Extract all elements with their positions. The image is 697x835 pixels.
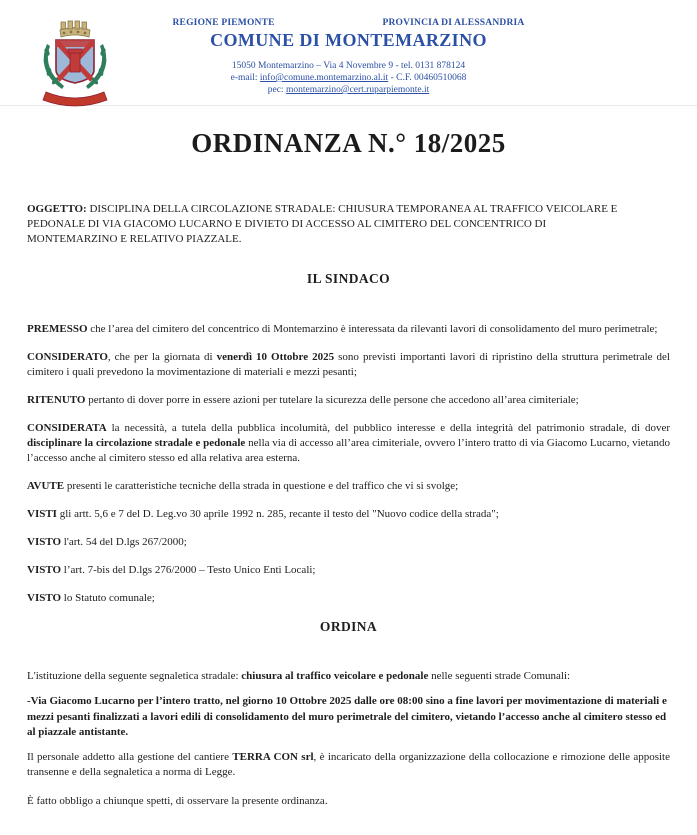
- para-considerata: CONSIDERATA la necessità, a tutela della pubblica incolumità, del pubblico interesse e della integrità del patrimonio stradale, di dover disciplinare la circolazione stradale e pedonale nella via di accesso all’area cimiteriale, ovvero l’intero tratto di via Giacomo Lucarno, vietando l’accesso anche al cimitero stesso ed alla relativa area esterna.: [27, 422, 671, 464]
- para-obbligo: È fatto obbligo a chiunque spetti, di osservare la presente ordinanza.: [27, 794, 328, 807]
- para-ritenuto: RITENUTO pertanto di dover porre in essere azioni per tutelare la sicurezza delle persone che accedono all’area cimiteriale;: [27, 394, 579, 406]
- pec-line: [159, 84, 539, 96]
- para-personale-cantiere: Il personale addetto alla gestione del cantiere TERRA CON srl, è incaricato della organizzazione della collocazione e rimozione delle apposite transenne e della segnaletica a norma di Legge.: [27, 750, 670, 778]
- fiscal-code: - C.F. 00460510068: [388, 73, 467, 83]
- document-body: [0, 202, 697, 809]
- province-label: PROVINCIA DI ALESSANDRIA: [382, 18, 525, 28]
- address-line: 15050 Montemarzino – Via 4 Novembre 9 - tel. 0131 878124: [231, 61, 466, 71]
- para-visto-statuto: VISTO lo Statuto comunale;: [27, 592, 155, 604]
- para-visti: VISTI gli artt. 5,6 e 7 del D. Leg.vo 30 aprile 1992 n. 285, recante il testo del "Nuovo codice della strada";: [27, 508, 499, 520]
- subject-paragraph: OGGETTO: DISCIPLINA DELLA CIRCOLAZIONE STRADALE: CHIUSURA TEMPORANEA AL TRAFFICO VEICOLARE E PEDONALE DI VIA GIACOMO LUCARNO E DIVIETO DI ACCESSO AL CIMITERO DEL CONCENTRICO DI MONTEMARZINO E RELATIVO PIAZZALE.: [27, 203, 618, 245]
- letterhead: [0, 0, 697, 104]
- para-avute: AVUTE presenti le caratteristiche tecniche della strada in questione e del traffico che vi si svolge;: [27, 480, 459, 492]
- para-visto-7bis: VISTO l’art. 7-bis del D.lgs 276/2000 – Testo Unico Enti Locali;: [27, 564, 316, 576]
- email-line: [159, 72, 539, 84]
- crest-ribbon: [43, 92, 107, 106]
- email-label: e-mail:: [230, 73, 260, 83]
- municipality-name: COMUNE DI MONTEMARZINO: [210, 30, 487, 50]
- region-label: REGIONE PIEMONTE: [172, 18, 275, 28]
- pec-label: pec:: [267, 85, 286, 95]
- contact-block: [159, 60, 539, 96]
- municipal-coat-of-arms-icon: [38, 16, 112, 110]
- pec-link[interactable]: montemarzino@cert.ruparpiemonte.it: [285, 85, 430, 95]
- para-visto-54: VISTO l'art. 54 del D.lgs 267/2000;: [27, 536, 187, 548]
- crest-shield: [56, 40, 94, 83]
- ordinance-title: ORDINANZA N.° 18/2025: [191, 128, 506, 158]
- heading-ordina: ORDINA: [319, 619, 378, 634]
- para-considerato: CONSIDERATO, che per la giornata di venerdì 10 Ottobre 2025 sono previsti importanti lavori di ripristino della struttura perimetrale del cimitero i quali prevedono la movimentazione di materiali e mezzi pesanti;: [27, 351, 670, 378]
- heading-il-sindaco: IL SINDACO: [306, 271, 391, 286]
- email-link[interactable]: info@comune.montemarzino.al.it: [259, 73, 389, 83]
- crest-crown: [60, 21, 90, 37]
- para-via-chiusura: -Via Giacomo Lucarno per l’intero tratto, nel giorno 10 Ottobre 2025 dalle ore 08:00 sino a fine lavori per movimentazione di materiali e mezzi pesanti finalizzati a lavori edili di consolidamento del muro perimetrale del cimitero, vietando l’accesso anche al cimitero stesso ed al piazzale antistante.: [27, 695, 667, 738]
- para-premesso: PREMESSO che l’area del cimitero del concentrico di Montemarzino è interessata da rilevanti lavori di consolidamento del muro perimetrale;: [27, 323, 658, 335]
- para-istituzione: L'istituzione della seguente segnaletica stradale: chiusura al traffico veicolare e pedonale nelle seguenti strade Comunali:: [27, 670, 571, 682]
